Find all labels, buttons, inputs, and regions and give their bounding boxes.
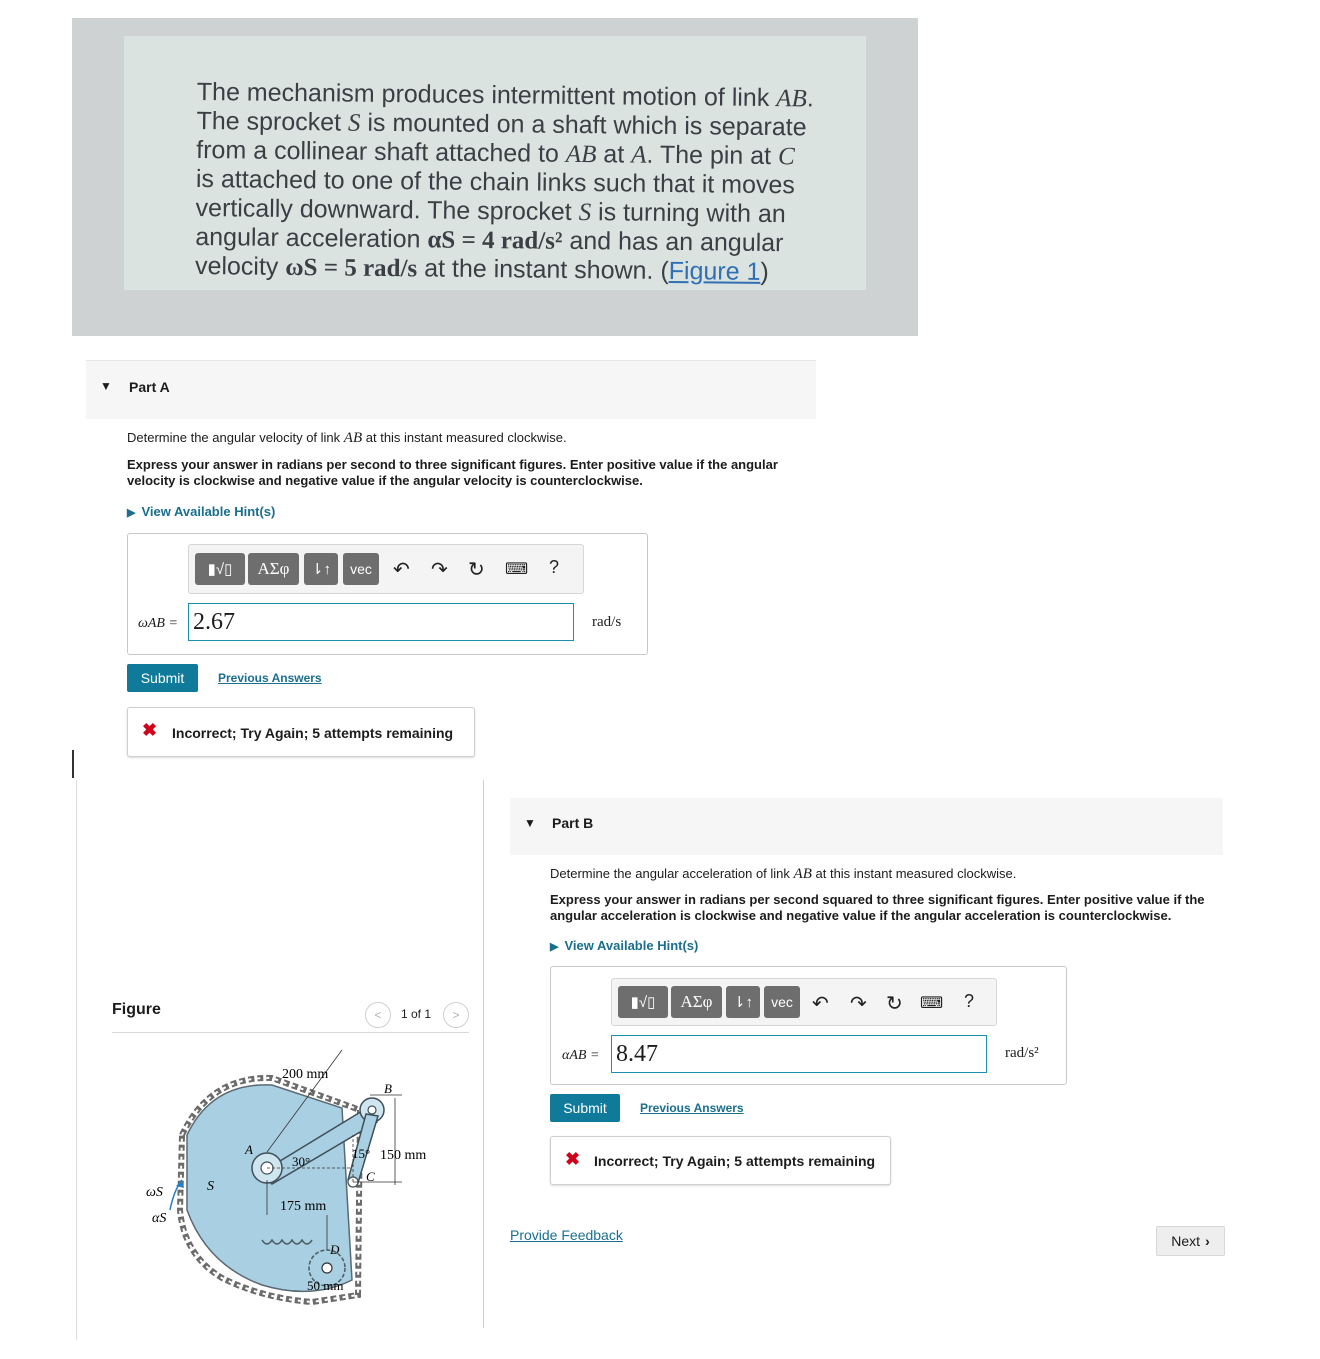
greek-button[interactable]: ΑΣφ	[671, 986, 722, 1018]
alpha-ab-label: αAB =	[562, 1048, 600, 1063]
next-figure-button[interactable]: >	[443, 1002, 469, 1028]
omega-ab-unit: rad/s	[592, 614, 622, 630]
part-b-previous-answers-link[interactable]: Previous Answers	[640, 1101, 744, 1115]
vec-button[interactable]: vec	[764, 986, 800, 1018]
arrows-button[interactable]: ⇂↑	[726, 986, 760, 1018]
prev-figure-button[interactable]: <	[365, 1002, 391, 1028]
part-a-instructions: Express your answer in radians per second to three significant figures. Enter positive value if the angular velocity is clockwise and negative value if the angular velocity is counterclockwise.	[127, 457, 778, 488]
figure-rule	[112, 1032, 469, 1033]
problem-card	[124, 36, 866, 290]
greek-button[interactable]: ΑΣφ	[248, 553, 299, 585]
expand-triangle-icon: ▶	[550, 941, 559, 953]
redo-icon[interactable]: ↷	[850, 993, 867, 1015]
templates-button[interactable]: ▮√▯	[618, 986, 668, 1018]
part-a-feedback: ✖ Incorrect; Try Again; 5 attempts remaining	[127, 707, 475, 757]
figure-title: Figure	[112, 1001, 161, 1018]
keyboard-icon[interactable]: ⌨	[920, 995, 944, 1012]
chevron-right-icon: ›	[1205, 1233, 1210, 1249]
label-b: B	[384, 1081, 392, 1096]
help-icon[interactable]: ?	[964, 991, 975, 1011]
collapse-triangle-icon[interactable]: ▼	[100, 379, 112, 393]
figure-pager: 1 of 1	[401, 1007, 432, 1021]
part-a-title: Part A	[129, 379, 170, 395]
dim-175: 175 mm	[280, 1199, 327, 1214]
label-s: S	[207, 1179, 214, 1194]
collapse-triangle-icon[interactable]: ▼	[524, 816, 536, 830]
part-a-question: Determine the angular velocity of link AB at this instant measured clockwise.	[127, 430, 567, 446]
label-alpha-s: αS	[152, 1211, 167, 1226]
part-a-header[interactable]	[86, 360, 816, 419]
mechanism-figure	[112, 1040, 472, 1310]
label-omega-s: ωS	[146, 1185, 163, 1200]
part-b-header[interactable]	[510, 798, 1223, 855]
alpha-ab-unit: rad/s²	[1005, 1045, 1039, 1061]
label-a: A	[245, 1142, 253, 1157]
dim-50: 50 mm	[307, 1278, 344, 1293]
math-toolbar	[188, 544, 584, 594]
part-b-feedback: ✖ Incorrect; Try Again; 5 attempts remaining	[550, 1136, 891, 1185]
redo-icon[interactable]: ↷	[431, 559, 448, 581]
part-a-hint-link[interactable]: ▶ View Available Hint(s)	[127, 504, 276, 519]
part-b-instructions: Express your answer in radians per second squared to three significant figures. Enter positive value if the angular acceleration is clockwise and negative value if the angular acceleration is counterclockwise.	[550, 892, 1205, 923]
omega-ab-label: ωAB =	[138, 616, 178, 631]
keyboard-icon[interactable]: ⌨	[505, 561, 529, 578]
divider	[76, 780, 77, 1340]
templates-button[interactable]: ▮√▯	[195, 553, 245, 585]
incorrect-x-icon: ✖	[142, 720, 158, 740]
label-c: C	[366, 1169, 375, 1184]
expand-triangle-icon: ▶	[127, 507, 136, 519]
vec-button[interactable]: vec	[343, 553, 379, 585]
provide-feedback-link[interactable]: Provide Feedback	[510, 1227, 623, 1243]
text-cursor	[72, 750, 74, 778]
undo-icon[interactable]: ↶	[393, 559, 410, 581]
part-a-previous-answers-link[interactable]: Previous Answers	[218, 671, 322, 685]
problem-statement: The mechanism produces intermittent motion of link AB. The sprocket S is mounted on a shaft which is separate from a collinear shaft attached to AB at A. The pin at C is attached to one of the chain links such that it moves vertically downward. The sprocket S is turning with an angular acceleration αS = 4 rad/s² and has an angular velocity ωS = 5 rad/s at the instant shown. (Figure 1)	[194, 78, 814, 286]
math-toolbar	[611, 978, 997, 1026]
undo-icon[interactable]: ↶	[812, 993, 829, 1015]
label-d: D	[330, 1242, 340, 1257]
alpha-ab-input[interactable]: 8.47	[611, 1035, 987, 1073]
part-b-question: Determine the angular acceleration of link AB at this instant measured clockwise.	[550, 866, 1017, 882]
part-b-title: Part B	[552, 815, 594, 831]
help-icon[interactable]: ?	[549, 557, 560, 577]
reset-icon[interactable]: ↻	[886, 993, 903, 1015]
incorrect-x-icon: ✖	[565, 1149, 581, 1169]
part-b-submit-button[interactable]: Submit	[550, 1094, 620, 1122]
dim-200: 200 mm	[282, 1067, 329, 1082]
reset-icon[interactable]: ↻	[468, 559, 485, 581]
angle-15: 15°	[352, 1146, 371, 1161]
figure-link[interactable]: Figure 1	[668, 256, 761, 286]
problem-photo	[72, 18, 918, 336]
angle-30: 30°	[292, 1154, 311, 1169]
omega-ab-input[interactable]: 2.67	[188, 603, 574, 641]
dim-150: 150 mm	[380, 1148, 427, 1163]
part-b-answer-box	[550, 966, 1067, 1085]
next-button[interactable]: Next ›	[1156, 1226, 1225, 1256]
pane-divider	[483, 780, 484, 1328]
part-b-hint-link[interactable]: ▶ View Available Hint(s)	[550, 938, 699, 953]
part-a-answer-box	[127, 533, 648, 655]
arrows-button[interactable]: ⇂↑	[304, 553, 338, 585]
part-a-submit-button[interactable]: Submit	[127, 664, 198, 692]
